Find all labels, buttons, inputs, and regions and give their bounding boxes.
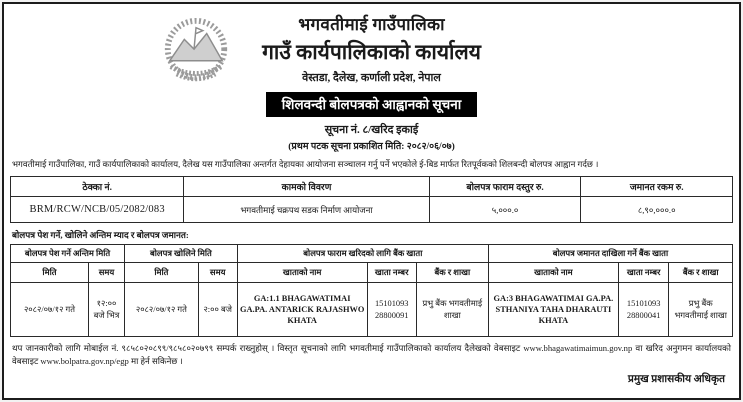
deposit-account-name: GA:3 BHAGAWATIMAI GA.PA. STHANIYA TAHA DHARAUTI KHATA: [488, 283, 618, 337]
contract-table-header-row: [11, 177, 733, 197]
col-form-fee: बोलपत्र फाराम दस्तुर रु.: [429, 177, 581, 197]
schedule-group-header-row: [11, 245, 733, 263]
sub-date-1: मिति: [11, 263, 89, 283]
signature-title: प्रमुख प्रशासकीय अधिकृत: [627, 374, 725, 386]
office-address: वेस्तडा, दैलेख, कर्णाली प्रदेश, नेपाल: [302, 72, 441, 84]
document-header: [10, 12, 733, 152]
deposit-bank-branch: प्रभु बैंक भगवतीमाई शाखा: [669, 283, 733, 337]
sub-time-1: समय: [88, 263, 124, 283]
contract-no-value: BRM/RCW/NCB/05/2082/083: [11, 197, 184, 223]
schedule-data-row: [11, 283, 733, 337]
contract-table-row: [11, 197, 733, 223]
col-guarantee-amount: जमानत रकम रु.: [581, 177, 733, 197]
group-form-purchase-account: बोलपत्र फाराम खरिदको लागि बैंक खाता: [237, 245, 488, 263]
sub-account-name-1: खाताको नाम: [237, 263, 367, 283]
sub-account-name-2: खाताको नाम: [488, 263, 618, 283]
sub-account-number-2: खाता नम्बर: [618, 263, 669, 283]
open-time-value: २:०० बजे: [198, 283, 237, 337]
footer-info-paragraph: थप जानकारीको लागि मोबाईल नं. ९८५८०२०८९९/९८५८०२०७९९ सम्पर्क राख्नुहोस् । विस्तृत सूचनाको लागि भगवतीमाई गाउँपालिकाको कार्यालय दैलेखको वेबसाइट www.bhagawatimaimun.gov.np वा खरिद अनुगमन कार्यालयको वेबसाइट www.bolpatra.gov.np/egp मा हेर्न सकिनेछ ।: [12, 343, 731, 367]
group-guarantee-deposit-account: बोलपत्र जमानत दाखिला गर्ने बैंक खाता: [488, 245, 732, 263]
office-name: गाउँ कार्यपालिकाको कार्यालय: [262, 40, 481, 64]
purchase-bank-branch: प्रभु बैंक भगवतीमाई शाखा: [416, 283, 488, 337]
notice-title-bar: शिलवन्दी बोलपत्रको आह्वानको सूचना: [266, 92, 477, 117]
schedule-table: [10, 244, 733, 337]
notice-document: [2, 2, 741, 400]
sub-bank-branch-2: बैंक र शाखा: [669, 263, 733, 283]
col-contract-no: ठेक्का नं.: [11, 177, 184, 197]
published-date-line: (प्रथम पटक सूचना प्रकाशित मिति: २०८२/०६/०७): [288, 142, 455, 152]
notice-number: सूचना नं. ८/खरिद इकाई: [324, 124, 419, 136]
schedule-subheader-row: [11, 263, 733, 283]
intro-paragraph: भगवतीमाई गाउँपालिका, गाउँ कार्यपालिकाको कार्यालय, दैलेख यस गाउँपालिका अन्तर्गत देहायका आयोजना सञ्चालन गर्नु पर्ने भएकोले ई-बिड मार्फत रितपूर्वकको शिलबन्दी बोलपत्र आह्वान गर्दछ ।: [12, 159, 599, 169]
form-fee-value: ५,०००.०: [429, 197, 581, 223]
sub-date-2: मिति: [125, 263, 199, 283]
col-work-description: कामको विवरण: [184, 177, 429, 197]
group-submit-deadline: बोलपत्र पेश गर्ने अन्तिम मिति: [11, 245, 125, 263]
municipality-name: भगवतीमाई गाउँपालिका: [298, 15, 445, 34]
submit-time-value: १२:०० बजे भित्र: [88, 283, 124, 337]
sub-account-number-1: खाता नम्बर: [367, 263, 416, 283]
sub-time-2: समय: [198, 263, 237, 283]
schedule-label: बोलपत्र पेश गर्ने, खोलिने अन्तिम म्याद र बोलपत्र जमानत:: [12, 230, 189, 241]
work-description-value: भगवतीमाई चक्रपथ सडक निर्माण आयोजना: [184, 197, 429, 223]
purchase-account-name: GA:1.1 BHAGAWATIMAI GA.PA. ANTARICK RAJASHWO KHATA: [237, 283, 367, 337]
sub-bank-branch-1: बैंक र शाखा: [416, 263, 488, 283]
nepal-emblem-logo: [156, 16, 236, 90]
contract-table: [10, 176, 733, 223]
guarantee-amount-value: ८,९०,०००.०: [581, 197, 733, 223]
submit-date-value: २०८२/०७/१२ गते: [11, 283, 89, 337]
purchase-account-number: 15101093 28800091: [367, 283, 416, 337]
open-date-value: २०८२/०७/१२ गते: [125, 283, 199, 337]
group-opening-date: बोलपत्र खोलिने मिति: [125, 245, 238, 263]
deposit-account-number: 15101093 28800041: [618, 283, 669, 337]
